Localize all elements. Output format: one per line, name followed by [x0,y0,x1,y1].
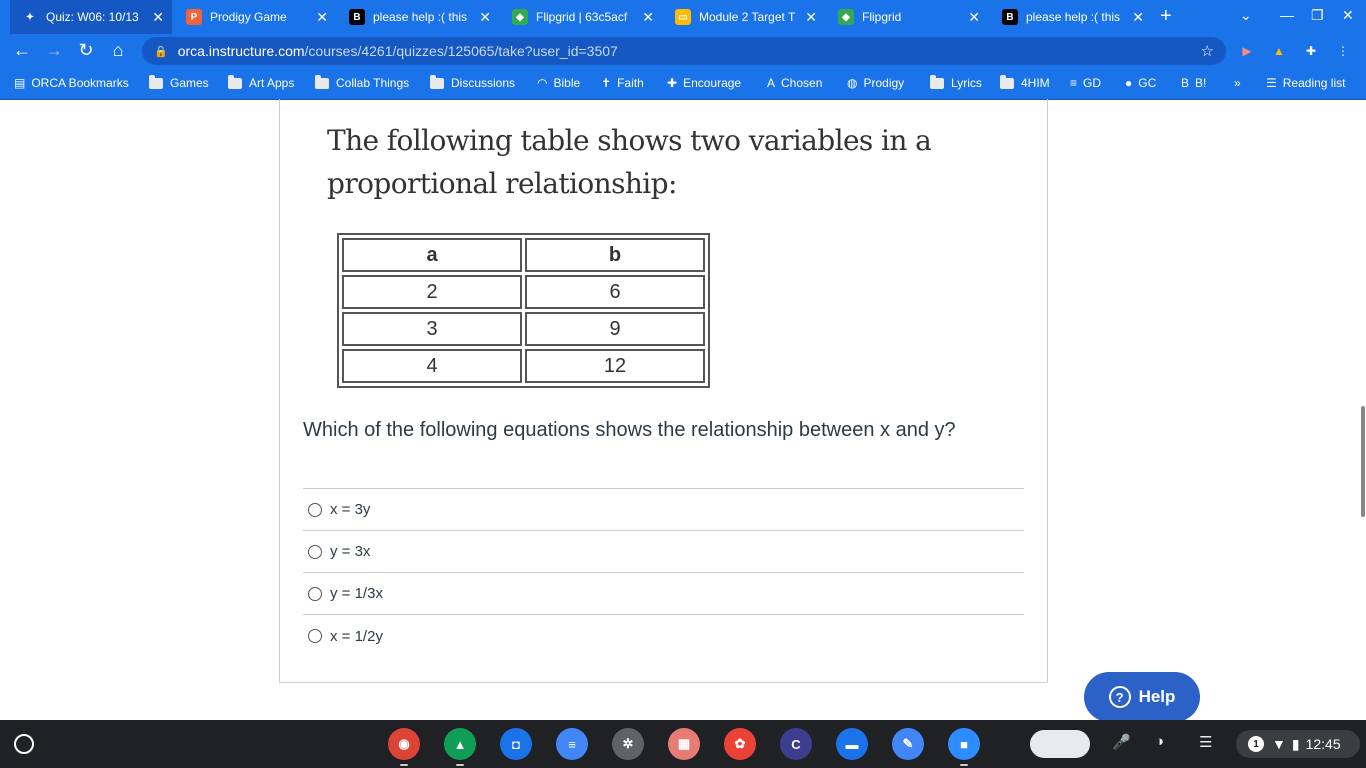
bookmark-folder-icon: ▤ [14,76,26,90]
drive-extension-icon[interactable]: ▲ [1273,44,1285,58]
bookmark-games[interactable] [149,76,209,90]
url-path: /courses/4261/quizzes/125065/take?user_id=3507 [304,43,618,59]
codebox-icon[interactable]: C [780,728,812,760]
table-cell: 12 [525,349,705,383]
globe-icon: ◍ [847,76,858,90]
help-button[interactable] [1084,672,1200,722]
docs-icon[interactable]: ≡ [556,728,588,760]
help-label: Help [1138,687,1176,706]
os-shelf [0,720,1366,768]
bookmark-label: Art Apps [249,76,295,90]
bookmark-label: Lyrics [951,76,982,90]
wheel-icon[interactable]: ✲ [612,728,644,760]
table-header-a: a [342,238,522,272]
bookmark-discussions[interactable] [430,76,515,90]
system-tray[interactable] [1236,730,1360,758]
flipgrid-icon: ◆ [512,9,528,25]
radio-button[interactable] [308,587,322,601]
tab-strip [0,0,1366,34]
bookmark-gd[interactable] [1070,76,1101,90]
close-tab-icon[interactable]: ✕ [968,9,980,25]
folder-icon [149,78,163,89]
home-icon[interactable]: ⌂ [112,40,124,60]
page-content [0,101,1366,720]
overflow-label: » [1234,76,1241,90]
radio-button[interactable] [308,503,322,517]
select-to-speak-icon[interactable]: ◑ [1155,733,1165,750]
tab-title: please help :( this [1026,10,1121,24]
zoom-icon[interactable]: ■ [948,728,980,760]
bookmarks-overflow-button[interactable] [1234,76,1241,90]
docs-icon: ≡ [1070,76,1078,90]
tab-6[interactable] [826,0,988,34]
scrollbar-thumb[interactable] [1361,406,1365,517]
bookmark-orca-bookmarks[interactable] [14,76,129,90]
bookmark-lyrics[interactable] [930,76,982,90]
tab-search-icon[interactable]: ⌄ [1240,7,1252,23]
reading-list-button[interactable] [1266,76,1345,90]
back-icon[interactable]: ← [13,40,31,60]
answer-option-4[interactable] [303,615,1024,657]
bookmark-b-[interactable] [1181,76,1206,90]
tab-4[interactable] [500,0,662,34]
table-header-b: b [525,238,705,272]
folder-icon [315,78,329,89]
bible-icon: ◠ [537,76,548,90]
question-container [279,99,1048,683]
new-tab-button[interactable]: + [1160,5,1172,27]
bookmark-label: Collab Things [336,76,410,90]
folder-icon [1000,78,1014,89]
reload-icon[interactable]: ↻ [78,40,94,60]
cross-box-icon: ✚ [667,76,678,90]
camera-icon[interactable]: ◘ [500,728,532,760]
tab-1[interactable] [10,0,172,34]
brainly-icon: B [349,9,365,25]
tab-5[interactable] [663,0,825,34]
menu-icon[interactable]: ⋮ [1337,44,1349,58]
bookmark-chosen[interactable] [767,76,822,90]
address-bar[interactable] [142,37,1226,65]
lock-icon: 🔒 [154,45,168,58]
bookmark-bible[interactable] [537,76,580,90]
prodigy-icon: P [186,9,202,25]
close-tab-icon[interactable]: ✕ [152,9,164,25]
folder-icon [228,78,242,89]
puzzle-icon[interactable]: ✚ [1305,44,1317,58]
bookmark-label: GC [1138,76,1157,90]
tab-3[interactable] [337,0,499,34]
tab-title: Prodigy Game [210,10,287,24]
game-icon[interactable]: ▦ [668,728,700,760]
radio-button[interactable] [308,629,322,643]
table-row [342,349,705,383]
reading-list-icon: ☰ [1266,76,1277,90]
close-tab-icon[interactable]: ✕ [805,9,817,25]
answer-label: x = 3y [330,501,371,518]
table-cell: 2 [342,275,522,309]
browser-toolbar [0,34,1366,68]
folder-icon [430,78,444,89]
close-tab-icon[interactable]: ✕ [642,9,654,25]
answer-label: y = 3x [330,543,371,560]
bookmarks-bar [0,68,1366,100]
tab-title: please help :( this [373,10,468,24]
bookmark-label: GD [1083,76,1102,90]
close-tab-icon[interactable]: ✕ [479,9,491,25]
reading-list-label: Reading list [1282,76,1346,90]
table-header-row [342,238,705,272]
close-tab-icon[interactable]: ✕ [1132,9,1144,25]
clock: 12:45 [1305,736,1341,752]
extension-icon[interactable]: ▶ [1242,44,1252,58]
bookmark-gc[interactable] [1125,76,1156,90]
tab-title: Flipgrid [862,10,902,24]
question-prompt: Which of the following equations shows the relationship between x and y? [303,419,956,441]
bookmark-label: 4HIM [1021,76,1050,90]
notification-badge: 1 [1248,736,1264,752]
answer-option-3[interactable] [303,573,1024,615]
close-window-icon[interactable]: ✕ [1342,7,1354,23]
chosen-icon: A [767,76,776,90]
radio-button[interactable] [308,545,322,559]
restore-icon[interactable]: ❐ [1311,7,1324,23]
bookmark-label: Prodigy [863,76,905,90]
files-icon[interactable]: ▬ [836,728,868,760]
chrome-icon[interactable]: ◉ [388,728,420,760]
bookmark-collab-things[interactable] [315,76,409,90]
canvas-draw-icon[interactable]: ✎ [892,728,924,760]
bookmark-label: Discussions [451,76,516,90]
stylus-tools-icon[interactable]: ☰ [1199,734,1213,751]
palette-icon[interactable]: ✿ [724,728,756,760]
bookmark-art-apps[interactable] [228,76,294,90]
tab-title: Module 2 Target T [699,10,796,24]
table-cell: 9 [525,312,705,346]
bookmark-label: ORCA Bookmarks [31,76,129,90]
slides-icon: ▭ [675,9,691,25]
cross-icon: ✝ [601,76,612,90]
table-cell: 3 [342,312,522,346]
answer-option-2[interactable] [303,531,1024,573]
minimize-icon[interactable]: — [1280,7,1294,23]
running-indicator [960,764,968,766]
answer-option-1[interactable] [303,489,1024,531]
answer-label: x = 1/2y [330,627,383,645]
bookmark-faith[interactable] [601,76,644,90]
table-row [342,312,705,346]
proportion-table [337,233,710,388]
forward-icon[interactable]: → [45,40,63,60]
bookmark-4him[interactable] [1000,76,1050,90]
running-indicator [400,764,408,766]
brainly-icon: B [1002,9,1018,25]
question-mark-icon: ? [1109,686,1131,708]
bookmark-prodigy[interactable] [847,76,904,90]
bookmark-label: Encourage [683,76,742,90]
microphone-icon[interactable]: 🎤 [1112,734,1131,751]
bookmark-label: Faith [617,76,644,90]
bookmark-label: B! [1195,76,1207,90]
flipgrid-icon: ◆ [838,9,854,25]
table-cell: 4 [342,349,522,383]
drive-icon[interactable]: ▲ [444,728,476,760]
close-tab-icon[interactable]: ✕ [316,9,328,25]
launcher-icon[interactable] [14,734,34,754]
answer-list [303,488,1024,657]
bookmark-encourage[interactable] [667,76,741,90]
tab-title: Quiz: W06: 10/13 [46,10,139,24]
bookmark-label: Games [170,76,209,90]
answer-label: y = 1/3x [330,585,383,602]
bookmark-label: Bible [553,76,581,90]
question-text: The following table shows two variables in a proportional relationship: [327,124,932,200]
running-indicator [456,764,464,766]
table-cell: 6 [525,275,705,309]
battery-icon: ▮ [1291,735,1300,752]
url-host: orca.instructure.com [177,43,305,59]
tab-2[interactable] [174,0,336,34]
tab-title: Flipgrid | 63c5acf [536,10,628,24]
bookmark-star-icon[interactable]: ☆ [1200,43,1214,60]
canvas-icon: ✦ [22,9,38,25]
classroom-icon: ● [1125,76,1133,90]
bookmark-label: Chosen [781,76,823,90]
brainly-icon: B [1181,76,1190,90]
tab-7[interactable] [990,0,1152,34]
table-row [342,275,705,309]
holding-space-icon[interactable] [1030,730,1090,758]
folder-icon [930,78,944,89]
wifi-icon: ▼ [1272,736,1286,752]
